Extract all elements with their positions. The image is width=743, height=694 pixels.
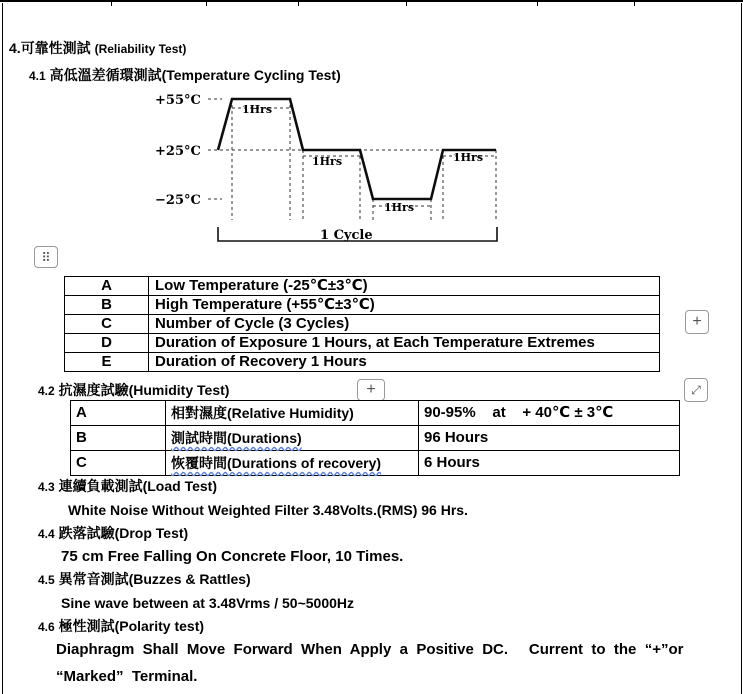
add-column-button[interactable]: + <box>357 379 385 401</box>
table-row <box>65 277 660 296</box>
drop-description: 75 cm Free Falling On Concrete Floor, 10 Times. <box>61 548 404 565</box>
label-cn: 測試時間 <box>171 430 227 446</box>
duration-label: 1Hrs <box>453 151 484 164</box>
cycle-label: 1 Cycle <box>320 228 373 243</box>
label-en: (Relative Humidity) <box>227 405 354 421</box>
heading-number: 4.2 <box>38 384 55 398</box>
section-title-cn: 可靠性測試 <box>20 40 91 56</box>
section-number: 4. <box>9 40 21 56</box>
heading-polarity <box>38 616 204 636</box>
label-en: (Durations) <box>227 430 302 446</box>
humidity-key: B <box>71 426 166 451</box>
param-key: A <box>65 277 149 296</box>
table-row <box>65 353 660 372</box>
heading-text: 極性測試(Polarity test) <box>58 618 205 634</box>
heading-buzzes <box>38 569 251 589</box>
humidity-label <box>166 426 419 451</box>
param-key: D <box>65 334 149 353</box>
label-cn: 相對濕度 <box>171 405 227 421</box>
table-row <box>65 315 660 334</box>
polarity-description-line1: Diaphragm Shall Move Forward When Apply a Positive DC. Current to the “+”or <box>56 641 684 658</box>
add-row-button[interactable]: + <box>685 310 709 334</box>
duration-label: 1Hrs <box>312 155 343 168</box>
heading-temperature-cycling <box>29 65 341 85</box>
humidity-label <box>166 401 419 426</box>
param-value: High Temperature (+55℃±3℃) <box>149 296 660 315</box>
temp-label-high: +55°C <box>155 93 201 108</box>
heading-text: 跌落試驗(Drop Test) <box>58 525 189 541</box>
param-value: Number of Cycle (3 Cycles) <box>149 315 660 334</box>
label-en: (Durations of recovery) <box>227 455 382 471</box>
heading-text: 高低溫差循環測試(Temperature Cycling Test) <box>49 67 341 83</box>
heading-number: 4.3 <box>38 480 55 494</box>
humidity-value: 90-95% at + 40℃ ± 3℃ <box>419 401 680 426</box>
expand-table-button[interactable]: ⤢ <box>684 378 708 402</box>
humidity-label <box>166 451 419 476</box>
temp-label-low: −25°C <box>155 193 201 208</box>
label-cn: 恢覆時間 <box>171 455 227 471</box>
heading-load <box>38 476 217 496</box>
param-value: Low Temperature (-25℃±3℃) <box>149 277 660 296</box>
heading-text: 抗濕度試驗(Humidity Test) <box>58 382 230 398</box>
table-row <box>65 296 660 315</box>
humidity-value: 6 Hours <box>419 451 680 476</box>
param-value: Duration of Recovery 1 Hours <box>149 353 660 372</box>
heading-number: 4.5 <box>38 573 55 587</box>
humidity-table <box>70 400 680 476</box>
heading-number: 4.4 <box>38 527 55 541</box>
param-key: B <box>65 296 149 315</box>
heading-text: 連續負載測試(Load Test) <box>58 478 217 494</box>
buzzes-description: Sine wave between at 3.48Vrms / 50~5000Hz <box>61 595 355 611</box>
load-description: White Noise Without Weighted Filter 3.48Volts.(RMS) 96 Hrs. <box>68 502 468 518</box>
heading-text: 異常音測試(Buzzes & Rattles) <box>58 571 251 587</box>
temperature-cycle-diagram <box>150 86 510 248</box>
humidity-value: 96 Hours <box>419 426 680 451</box>
temp-label-mid: +25°C <box>155 144 201 159</box>
table-row <box>71 426 680 451</box>
duration-label: 1Hrs <box>384 201 415 214</box>
table-row <box>65 334 660 353</box>
heading-drop <box>38 523 188 543</box>
temperature-params-table <box>64 276 660 372</box>
section-title-en: (Reliability Test) <box>94 42 187 56</box>
table-row <box>71 401 680 426</box>
param-key: E <box>65 353 149 372</box>
humidity-key: C <box>71 451 166 476</box>
heading-number: 4.6 <box>38 620 55 634</box>
section-title <box>9 38 186 58</box>
polarity-description-line2: “Marked” Terminal. <box>56 668 198 685</box>
table-row <box>71 451 680 476</box>
heading-humidity <box>38 380 229 400</box>
param-key: C <box>65 315 149 334</box>
humidity-key: A <box>71 401 166 426</box>
drag-handle-button[interactable]: ⠿ <box>34 246 58 268</box>
duration-label: 1Hrs <box>242 103 273 116</box>
heading-number: 4.1 <box>29 69 46 83</box>
param-value: Duration of Exposure 1 Hours, at Each Temperature Extremes <box>149 334 660 353</box>
